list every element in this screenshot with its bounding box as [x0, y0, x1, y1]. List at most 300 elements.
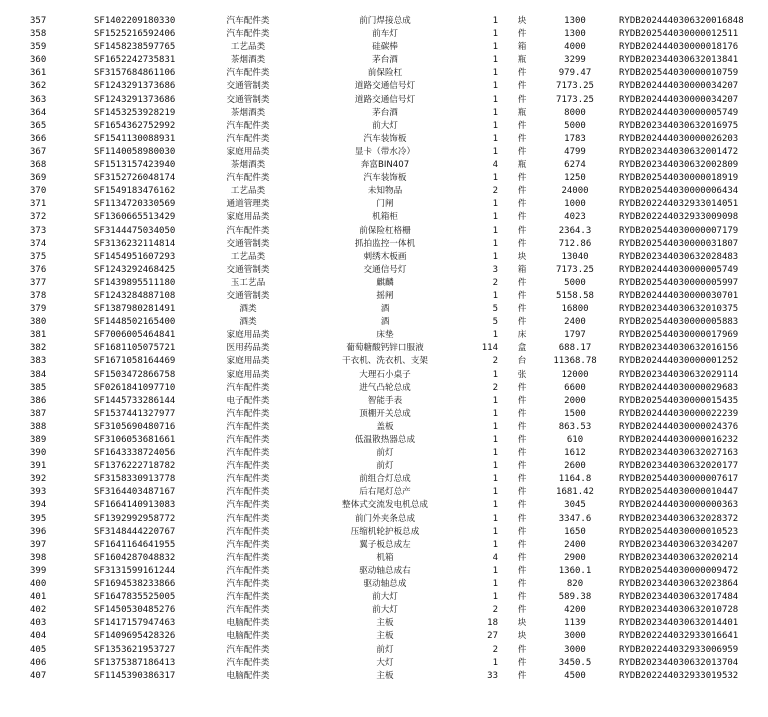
- unit-cell: 盒: [517, 343, 527, 354]
- table-row: [0, 526, 768, 539]
- reference-number-cell: RYDB202444030000034207: [619, 81, 739, 92]
- unit-cell: 件: [517, 461, 527, 472]
- item-name-cell: 床垫: [376, 330, 394, 341]
- item-name-cell: 门闸: [376, 199, 394, 210]
- table-row: [0, 657, 768, 670]
- quantity-cell: 5: [492, 317, 498, 328]
- table-row: [0, 172, 768, 185]
- table-row: [0, 107, 768, 120]
- unit-cell: 块: [517, 251, 527, 262]
- item-name-cell: 道路交通信号灯: [354, 94, 416, 105]
- category-cell: 茶烟酒类: [230, 107, 266, 118]
- table-row: [0, 54, 768, 67]
- value-cell: 4500: [564, 670, 586, 681]
- quantity-cell: 1: [492, 421, 498, 432]
- category-cell: 电脑配件类: [226, 631, 270, 642]
- table-row: [0, 617, 768, 630]
- quantity-cell: 1: [492, 81, 498, 92]
- row-number-cell: 397: [30, 539, 47, 550]
- quantity-cell: 27: [487, 631, 498, 642]
- category-cell: 汽车配件类: [226, 29, 270, 40]
- tracking-code-cell: SF1134720330569: [94, 199, 176, 210]
- table-row: [0, 670, 768, 683]
- item-name-cell: 前保险杠格栅: [359, 225, 411, 236]
- quantity-cell: 1: [492, 212, 498, 223]
- unit-cell: 件: [517, 657, 527, 668]
- reference-number-cell: RYDB202244032933009098: [619, 212, 739, 223]
- category-cell: 交通管制类: [226, 264, 270, 275]
- tracking-code-cell: SF1654362752992: [94, 120, 176, 131]
- category-cell: 汽车配件类: [226, 16, 270, 26]
- unit-cell: 件: [517, 474, 527, 485]
- row-number-cell: 387: [30, 408, 47, 419]
- unit-cell: 件: [517, 317, 527, 328]
- value-cell: 1681.42: [556, 487, 594, 498]
- quantity-cell: 2: [492, 277, 498, 288]
- value-cell: 589.38: [558, 592, 592, 603]
- value-cell: 8000: [564, 107, 586, 118]
- table-row: [0, 644, 768, 657]
- category-cell: 汽车配件类: [226, 435, 270, 445]
- reference-number-cell: RYDB202544030000010523: [619, 526, 739, 537]
- reference-number-cell: RYDB202344030632027163: [619, 448, 739, 459]
- unit-cell: 件: [517, 487, 527, 498]
- unit-cell: 件: [517, 120, 527, 131]
- reference-number-cell: RYDB202544030000007617: [619, 474, 739, 485]
- value-cell: 3450.5: [558, 657, 592, 668]
- reference-number-cell: RYDB202344030632016156: [619, 343, 739, 354]
- reference-number-cell: RYDB202444030000034207: [619, 94, 739, 105]
- unit-cell: 件: [517, 173, 527, 184]
- value-cell: 1250: [564, 173, 586, 184]
- row-number-cell: 405: [30, 644, 47, 655]
- tracking-code-cell: SF1376222718782: [94, 461, 176, 472]
- quantity-cell: 4: [492, 552, 498, 563]
- category-cell: 汽车配件类: [226, 513, 270, 524]
- table-row: [0, 80, 768, 93]
- category-cell: 汽车配件类: [226, 657, 270, 668]
- row-number-cell: 394: [30, 500, 47, 511]
- reference-number-cell: RYDB202344030632023864: [619, 579, 739, 590]
- value-cell: 2600: [564, 461, 586, 472]
- category-cell: 医用药品类: [226, 343, 270, 354]
- unit-cell: 件: [517, 29, 527, 40]
- tracking-code-cell: SF1604287048832: [94, 552, 176, 563]
- unit-cell: 件: [517, 644, 527, 655]
- row-number-cell: 390: [30, 448, 47, 459]
- category-cell: 汽车配件类: [226, 408, 270, 419]
- unit-cell: 瓶: [517, 160, 527, 171]
- table-row: [0, 133, 768, 146]
- category-cell: 汽车配件类: [226, 565, 270, 576]
- item-name-cell: 低温散热器总成: [354, 435, 416, 445]
- unit-cell: 瓶: [517, 55, 527, 66]
- unit-cell: 件: [517, 552, 527, 563]
- reference-number-cell: RYDB202344030632002809: [619, 160, 739, 171]
- table-row: [0, 211, 768, 224]
- reference-number-cell: RYDB202544030000005883: [619, 317, 739, 328]
- category-cell: 汽车配件类: [226, 68, 270, 79]
- reference-number-cell: RYDB202444030000001252: [619, 356, 739, 367]
- unit-cell: 件: [517, 133, 527, 144]
- category-cell: 酒类: [239, 317, 257, 328]
- reference-number-cell: RYDB2024440306320016848: [619, 16, 744, 26]
- item-name-cell: 大理石小桌子: [359, 369, 411, 380]
- quantity-cell: 1: [492, 199, 498, 210]
- tracking-code-cell: SF1513157423940: [94, 160, 176, 171]
- unit-cell: 床: [517, 330, 527, 341]
- item-name-cell: 茅台酒: [372, 55, 398, 66]
- item-name-cell: 茅台酒: [372, 107, 398, 118]
- item-name-cell: 抓拍监控一体机: [354, 238, 416, 249]
- reference-number-cell: RYDB202344030632010375: [619, 304, 739, 315]
- table-row: [0, 499, 768, 512]
- category-cell: 电脑配件类: [226, 618, 270, 629]
- category-cell: 交通管制类: [226, 81, 270, 92]
- table-row: [0, 355, 768, 368]
- quantity-cell: 1: [492, 133, 498, 144]
- row-number-cell: 358: [30, 29, 47, 40]
- row-number-cell: 371: [30, 199, 47, 210]
- tracking-code-cell: SF1448502165400: [94, 317, 176, 328]
- value-cell: 13040: [561, 251, 589, 262]
- unit-cell: 件: [517, 513, 527, 524]
- category-cell: 电子配件类: [226, 395, 270, 406]
- item-name-cell: 酒: [380, 317, 390, 328]
- unit-cell: 件: [517, 225, 527, 236]
- quantity-cell: 1: [492, 435, 498, 445]
- category-cell: 汽车配件类: [226, 526, 270, 537]
- item-name-cell: 驱动轴总成右: [359, 565, 411, 576]
- reference-number-cell: RYDB202344030632020214: [619, 552, 739, 563]
- item-name-cell: 主板: [376, 618, 394, 629]
- value-cell: 3299: [564, 55, 586, 66]
- row-number-cell: 361: [30, 68, 47, 79]
- item-name-cell: 前灯: [376, 448, 394, 459]
- reference-number-cell: RYDB202344030632013841: [619, 55, 739, 66]
- category-cell: 汽车配件类: [226, 474, 270, 485]
- unit-cell: 件: [517, 421, 527, 432]
- item-name-cell: 麒麟: [376, 277, 394, 288]
- value-cell: 4799: [564, 146, 586, 157]
- value-cell: 7173.25: [556, 81, 594, 92]
- reference-number-cell: RYDB202444030000000363: [619, 500, 739, 511]
- value-cell: 1612: [564, 448, 586, 459]
- table-row: [0, 434, 768, 447]
- reference-number-cell: RYDB202544030000031807: [619, 238, 739, 249]
- table-row: [0, 185, 768, 198]
- value-cell: 5000: [564, 120, 586, 131]
- quantity-cell: 2: [492, 644, 498, 655]
- value-cell: 688.17: [558, 343, 592, 354]
- value-cell: 1300: [564, 29, 586, 40]
- tracking-code-cell: SF1681105075721: [94, 343, 176, 354]
- value-cell: 2364.3: [558, 225, 592, 236]
- table-row: [0, 303, 768, 316]
- item-name-cell: 前组合灯总成: [359, 474, 411, 485]
- reference-number-cell: RYDB202344030632001472: [619, 146, 739, 157]
- row-number-cell: 407: [30, 670, 47, 681]
- item-name-cell: 前保险杠: [367, 68, 403, 79]
- category-cell: 汽车配件类: [226, 448, 270, 459]
- row-number-cell: 367: [30, 146, 47, 157]
- category-cell: 汽车配件类: [226, 552, 270, 563]
- quantity-cell: 1: [492, 408, 498, 419]
- quantity-cell: 1: [492, 94, 498, 105]
- item-name-cell: 干衣机、洗衣机、支架: [342, 356, 428, 367]
- value-cell: 11368.78: [553, 356, 597, 367]
- reference-number-cell: RYDB202544030000018919: [619, 173, 739, 184]
- tracking-code-cell: SF1647835525005: [94, 592, 176, 603]
- table-row: [0, 539, 768, 552]
- row-number-cell: 374: [30, 238, 47, 249]
- row-number-cell: 400: [30, 579, 47, 590]
- category-cell: 工艺品类: [230, 42, 266, 53]
- row-number-cell: 372: [30, 212, 47, 223]
- table-row: [0, 225, 768, 238]
- tracking-code-cell: SF1454951607293: [94, 251, 176, 262]
- value-cell: 24000: [561, 186, 589, 197]
- tracking-code-cell: SF1453253928219: [94, 107, 176, 118]
- quantity-cell: 1: [492, 500, 498, 511]
- unit-cell: 件: [517, 290, 527, 301]
- quantity-cell: 1: [492, 146, 498, 157]
- tracking-code-cell: SF3144475034050: [94, 225, 176, 236]
- row-number-cell: 389: [30, 435, 47, 445]
- item-name-cell: 硅碳棒: [372, 42, 398, 53]
- category-cell: 汽车配件类: [226, 225, 270, 236]
- row-number-cell: 363: [30, 94, 47, 105]
- reference-number-cell: RYDB202344030632013704: [619, 657, 739, 668]
- table-row: [0, 198, 768, 211]
- tracking-code-cell: SF1549183476162: [94, 186, 176, 197]
- quantity-cell: 1: [492, 448, 498, 459]
- row-number-cell: 401: [30, 592, 47, 603]
- row-number-cell: 362: [30, 81, 47, 92]
- item-name-cell: 汽车装饰板: [363, 133, 407, 144]
- tracking-code-cell: SF1537441327977: [94, 408, 176, 419]
- tracking-code-cell: SF3158330913778: [94, 474, 176, 485]
- value-cell: 6274: [564, 160, 586, 171]
- row-number-cell: 402: [30, 605, 47, 616]
- item-name-cell: 前门焊接总成: [359, 16, 411, 26]
- tracking-code-cell: SF1643338724056: [94, 448, 176, 459]
- value-cell: 3000: [564, 631, 586, 642]
- unit-cell: 件: [517, 539, 527, 550]
- reference-number-cell: RYDB202344030632016975: [619, 120, 739, 131]
- row-number-cell: 379: [30, 304, 47, 315]
- tracking-code-cell: SF3152726048174: [94, 173, 176, 184]
- reference-number-cell: RYDB202544030000005997: [619, 277, 739, 288]
- row-number-cell: 378: [30, 290, 47, 301]
- quantity-cell: 2: [492, 605, 498, 616]
- table-row: [0, 369, 768, 382]
- value-cell: 1000: [564, 199, 586, 210]
- reference-number-cell: RYDB202444030000026203: [619, 133, 739, 144]
- reference-number-cell: RYDB202544030000015435: [619, 395, 739, 406]
- value-cell: 712.86: [558, 238, 592, 249]
- quantity-cell: 5: [492, 304, 498, 315]
- tracking-code-cell: SF1671058164469: [94, 356, 176, 367]
- value-cell: 4023: [564, 212, 586, 223]
- item-name-cell: 主板: [376, 670, 394, 681]
- value-cell: 1164.8: [558, 474, 592, 485]
- tracking-code-cell: SF1409695428326: [94, 631, 176, 642]
- unit-cell: 箱: [517, 264, 527, 275]
- category-cell: 汽车配件类: [226, 133, 270, 144]
- item-name-cell: 葡萄糖酸钙锌口服液: [346, 343, 424, 354]
- category-cell: 工艺品类: [230, 186, 266, 197]
- tracking-code-cell: SF7006005464841: [94, 330, 176, 341]
- category-cell: 茶烟酒类: [230, 160, 266, 171]
- table-row: [0, 67, 768, 80]
- value-cell: 6600: [564, 382, 586, 393]
- table-row: [0, 473, 768, 486]
- quantity-cell: 1: [492, 225, 498, 236]
- quantity-cell: 1: [492, 68, 498, 79]
- value-cell: 4000: [564, 42, 586, 53]
- row-number-cell: 392: [30, 474, 47, 485]
- table-row: [0, 591, 768, 604]
- category-cell: 交通管制类: [226, 238, 270, 249]
- table-row: [0, 552, 768, 565]
- category-cell: 汽车配件类: [226, 461, 270, 472]
- quantity-cell: 1: [492, 565, 498, 576]
- category-cell: 汽车配件类: [226, 173, 270, 184]
- row-number-cell: 369: [30, 173, 47, 184]
- tracking-code-cell: SF1243292468425: [94, 264, 176, 275]
- item-name-cell: 整体式交流发电机总成: [342, 500, 428, 511]
- item-name-cell: 翼子板总成左: [359, 539, 411, 550]
- reference-number-cell: RYDB202344030632028372: [619, 513, 739, 524]
- tracking-code-cell: SF1140058980030: [94, 146, 176, 157]
- quantity-cell: 1: [492, 526, 498, 537]
- row-number-cell: 399: [30, 565, 47, 576]
- item-name-cell: 机箱: [376, 552, 394, 563]
- reference-number-cell: RYDB202244032933019532: [619, 670, 739, 681]
- tracking-code-cell: SF1439895511180: [94, 277, 176, 288]
- value-cell: 2400: [564, 317, 586, 328]
- category-cell: 汽车配件类: [226, 579, 270, 590]
- value-cell: 3000: [564, 644, 586, 655]
- unit-cell: 件: [517, 448, 527, 459]
- reference-number-cell: RYDB202544030000010759: [619, 68, 739, 79]
- table-row: [0, 395, 768, 408]
- item-name-cell: 压缩机轮护板总成: [350, 526, 420, 537]
- table-row: [0, 316, 768, 329]
- row-number-cell: 404: [30, 631, 47, 642]
- category-cell: 交通管制类: [226, 290, 270, 301]
- value-cell: 1650: [564, 526, 586, 537]
- item-name-cell: 智能手表: [367, 395, 403, 406]
- reference-number-cell: RYDB202344030632014401: [619, 618, 739, 629]
- reference-number-cell: RYDB202544030000006434: [619, 186, 739, 197]
- unit-cell: 件: [517, 408, 527, 419]
- tracking-code-cell: SF3105690480716: [94, 421, 176, 432]
- table-row: [0, 28, 768, 41]
- unit-cell: 箱: [517, 42, 527, 53]
- unit-cell: 件: [517, 68, 527, 79]
- reference-number-cell: RYDB202244032933006959: [619, 644, 739, 655]
- reference-number-cell: RYDB202344030632028483: [619, 251, 739, 262]
- item-name-cell: 前车灯: [372, 29, 398, 40]
- tracking-code-cell: SF1353621953727: [94, 644, 176, 655]
- reference-number-cell: RYDB202344030632017484: [619, 592, 739, 603]
- value-cell: 1360.1: [558, 565, 592, 576]
- item-name-cell: 前门外夹条总成: [354, 513, 416, 524]
- item-name-cell: 主板: [376, 631, 394, 642]
- tracking-code-cell: SF1445733286144: [94, 395, 176, 406]
- quantity-cell: 1: [492, 657, 498, 668]
- table-row: [0, 408, 768, 421]
- unit-cell: 件: [517, 500, 527, 511]
- tracking-code-cell: SF1641164641955: [94, 539, 176, 550]
- quantity-cell: 1: [492, 461, 498, 472]
- row-number-cell: 357: [30, 16, 47, 26]
- table-row: [0, 238, 768, 251]
- quantity-cell: 1: [492, 55, 498, 66]
- unit-cell: 件: [517, 304, 527, 315]
- item-name-cell: 大灯: [376, 657, 394, 668]
- row-number-cell: 377: [30, 277, 47, 288]
- item-name-cell: 道路交通信号灯: [354, 81, 416, 92]
- category-cell: 汽车配件类: [226, 487, 270, 498]
- value-cell: 16800: [561, 304, 589, 315]
- reference-number-cell: RYDB202544030000012511: [619, 29, 739, 40]
- row-number-cell: 366: [30, 133, 47, 144]
- quantity-cell: 114: [481, 343, 498, 354]
- reference-number-cell: RYDB202344030632010728: [619, 605, 739, 616]
- value-cell: 1797: [564, 330, 586, 341]
- table-row: [0, 277, 768, 290]
- unit-cell: 件: [517, 277, 527, 288]
- value-cell: 7173.25: [556, 94, 594, 105]
- value-cell: 2900: [564, 552, 586, 563]
- row-number-cell: 359: [30, 42, 47, 53]
- table-row: [0, 486, 768, 499]
- category-cell: 汽车配件类: [226, 592, 270, 603]
- unit-cell: 块: [517, 618, 527, 629]
- reference-number-cell: RYDB202444030000029683: [619, 382, 739, 393]
- quantity-cell: 1: [492, 120, 498, 131]
- tracking-code-cell: SF1392992958772: [94, 513, 176, 524]
- table-row: [0, 421, 768, 434]
- tracking-code-cell: SF1145390386317: [94, 670, 176, 681]
- tracking-code-cell: SF3136232114814: [94, 238, 176, 249]
- quantity-cell: 1: [492, 251, 498, 262]
- tracking-code-cell: SF1541130088931: [94, 133, 176, 144]
- reference-number-cell: RYDB202344030632020177: [619, 461, 739, 472]
- quantity-cell: 18: [487, 618, 498, 629]
- value-cell: 1300: [564, 16, 586, 26]
- row-number-cell: 360: [30, 55, 47, 66]
- reference-number-cell: RYDB202344030632029114: [619, 369, 739, 380]
- tracking-code-cell: SF1243291373686: [94, 94, 176, 105]
- item-name-cell: 交通信号灯: [363, 264, 407, 275]
- row-number-cell: 380: [30, 317, 47, 328]
- unit-cell: 件: [517, 186, 527, 197]
- row-number-cell: 403: [30, 618, 47, 629]
- reference-number-cell: RYDB202444030000016232: [619, 435, 739, 445]
- unit-cell: 件: [517, 382, 527, 393]
- reference-number-cell: RYDB202544030000009472: [619, 565, 739, 576]
- table-row: [0, 41, 768, 54]
- quantity-cell: 1: [492, 474, 498, 485]
- category-cell: 汽车配件类: [226, 644, 270, 655]
- value-cell: 4200: [564, 605, 586, 616]
- unit-cell: 件: [517, 579, 527, 590]
- item-name-cell: 前大灯: [372, 605, 398, 616]
